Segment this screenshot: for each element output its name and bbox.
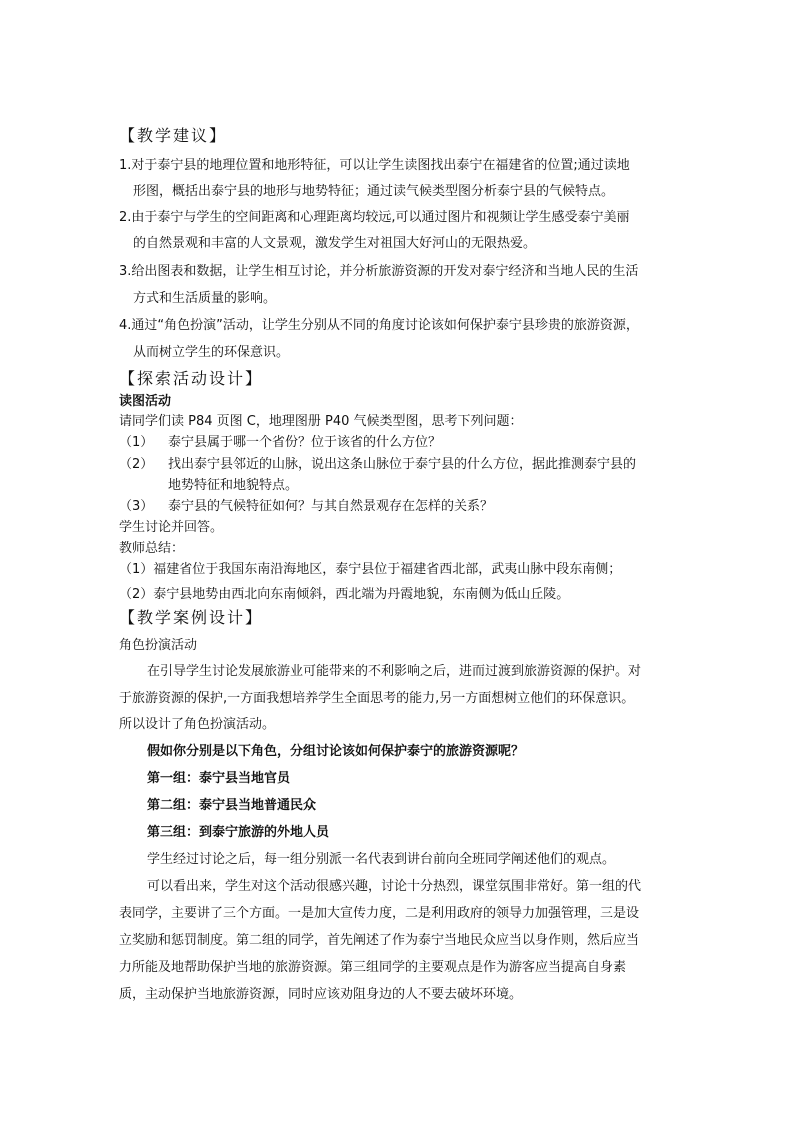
question-number: （3） [119, 499, 154, 514]
question-text: 地势特征和地貌特点。 [168, 478, 299, 493]
case-paragraph-line: 于旅游资源的保护,一方面我想培养学生全面思考的能力,另一方面想树立他们的环保意识。 [119, 691, 635, 706]
suggestion-line: 方式和生活质量的影响。 [133, 291, 277, 306]
activity-intro: 请同学们读 P84 页图 C，地理图册 P40 气候类型图，思考下列问题： [119, 414, 523, 429]
role-play-question: 假如你分别是以下角色，分组讨论该如何保护泰宁的旅游资源呢？ [147, 744, 525, 759]
group-item: 第二组：泰宁县当地普通民众 [147, 798, 317, 813]
summary-label: 教师总结： [119, 541, 185, 556]
group-item: 第一组：泰宁县当地官员 [147, 771, 291, 786]
question-number: （2） [119, 457, 154, 472]
summary-line: （1）福建省位于我国东南沿海地区，泰宁县位于福建省西北部，武夷山脉中段东南侧； [119, 562, 622, 577]
suggestion-line: 的自然景观和丰富的人文景观，激发学生对祖国大好河山的无限热爱。 [133, 236, 537, 251]
case-paragraph-line: 质，主动保护当地旅游资源，同时应该劝阻身边的人不要去破坏环境。 [119, 987, 523, 1002]
case-paragraph-line: 在引导学生讨论发展旅游业可能带来的不利影响之后，进而过渡到旅游资源的保护。对 [147, 664, 642, 679]
suggestion-line: 形图，概括出泰宁县的地形与地势特征；通过读气候类型图分析泰宁县的气候特点。 [133, 184, 615, 199]
section-heading-explore-activity: 【探索活动设计】 [119, 369, 264, 388]
suggestion-line: 4.通过“角色扮演”活动，让学生分别从不同的角度讨论该如何保护泰宁县珍贵的旅游资源， [119, 318, 639, 333]
question-text: 找出泰宁县邻近的山脉，说出这条山脉位于泰宁县的什么方位，据此推测泰宁县的 [168, 457, 637, 472]
discuss-note: 学生讨论并回答。 [119, 520, 224, 535]
question-text: 泰宁县属于哪一个省份？位于该省的什么方位？ [168, 435, 442, 450]
case-paragraph-line: 所以设计了角色扮演活动。 [119, 717, 276, 732]
summary-line: （2）泰宁县地势由西北向东南倾斜，西北端为丹霞地貌，东南侧为低山丘陵。 [119, 587, 570, 602]
suggestion-line: 1.对于泰宁县的地理位置和地形特征，可以让学生读图找出泰宁在福建省的位置;通过读地 [119, 158, 630, 173]
question-text: 泰宁县的气候特征如何？与其自然景观存在怎样的关系？ [168, 499, 494, 514]
case-paragraph-line: 力所能及地帮助保护当地的旅游资源。第三组同学的主要观点是作为游客应当提高自身素 [119, 960, 627, 975]
activity-subheading: 读图活动 [119, 394, 172, 409]
case-paragraph-line: 立奖励和惩罚制度。第二组的同学，首先阐述了作为泰宁当地民众应当以身作则，然后应当 [119, 933, 640, 948]
question-number: （1） [119, 435, 154, 450]
group-item: 第三组：到泰宁旅游的外地人员 [147, 825, 330, 840]
section-heading-case-design: 【教学案例设计】 [119, 608, 264, 627]
suggestion-line: 2.由于泰宁与学生的空间距离和心理距离均较远,可以通过图片和视频让学生感受泰宁美丽 [119, 210, 630, 225]
case-subheading: 角色扮演活动 [119, 638, 198, 653]
case-paragraph-line: 可以看出来，学生对这个活动很感兴趣，讨论十分热烈，课堂氛围非常好。第一组的代 [147, 879, 642, 894]
suggestion-line: 3.给出图表和数据，让学生相互讨论，并分析旅游资源的开发对泰宁经济和当地人民的生活 [119, 264, 639, 279]
suggestion-line: 从而树立学生的环保意识。 [133, 345, 290, 360]
section-heading-teaching-suggestions: 【教学建议】 [119, 126, 228, 145]
case-paragraph-line: 表同学，主要讲了三个方面。一是加大宣传力度，二是利用政府的领导力加强管理，三是设 [119, 906, 640, 921]
case-paragraph-line: 学生经过讨论之后，每一组分别派一名代表到讲台前向全班同学阐述他们的观点。 [147, 852, 616, 867]
